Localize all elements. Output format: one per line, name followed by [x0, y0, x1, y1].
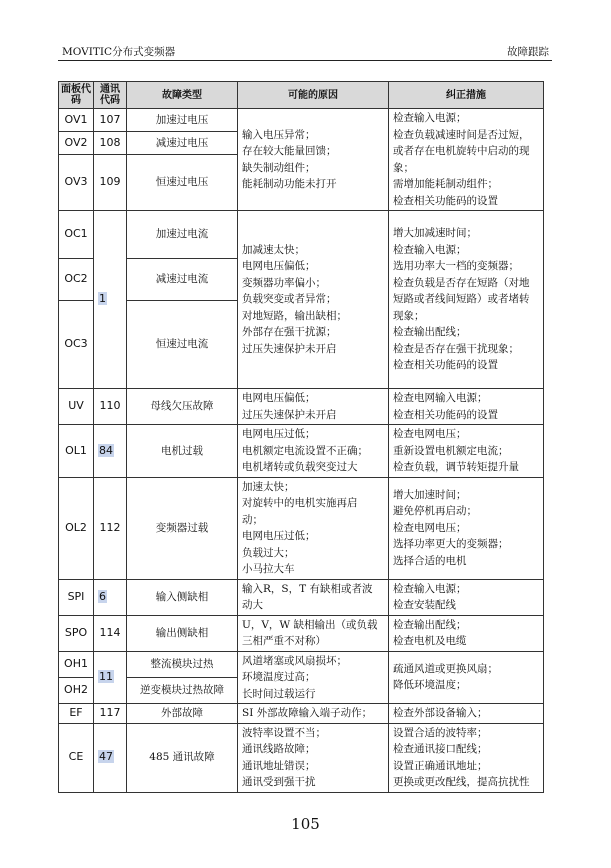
possible-cause-line: 负载突变或者异常；: [242, 293, 337, 306]
header-rule: [58, 60, 552, 61]
panel-code: EF: [59, 704, 94, 724]
possible-cause-line: 长时间过载运行: [242, 687, 316, 700]
corrective-action-line: 检查通讯接口配线；: [393, 743, 488, 755]
corrective-action-line: 检查电网输入电源；: [393, 392, 488, 404]
comm-code: 109: [94, 154, 127, 210]
fault-type: 加速过电压: [127, 109, 238, 132]
col-header-cause: 可能的原因: [238, 82, 389, 109]
corrective-action-line: 检查负载是否存在短路（对地: [393, 276, 530, 289]
possible-cause: [238, 389, 389, 425]
corrective-action-line: 检查电网电压；: [393, 521, 467, 534]
corrective-action-line: 检查输入电源；: [393, 582, 467, 595]
corrective-action-line: 检查外部设备输入；: [393, 707, 488, 719]
panel-code: SPO: [59, 615, 94, 651]
corrective-action: [389, 477, 544, 579]
fault-type: 母线欠压故障: [127, 389, 238, 425]
corrective-action: [389, 723, 544, 792]
comm-code-value: 47: [99, 750, 113, 764]
corrective-action: [389, 704, 544, 724]
col-header-code: 面板代码: [59, 82, 94, 109]
fault-type: 减速过电压: [127, 131, 238, 154]
panel-code: CE: [59, 723, 94, 792]
col-header-num: 通讯代码: [94, 82, 127, 109]
table-row: [59, 477, 544, 579]
panel-code: OL1: [59, 425, 94, 478]
corrective-action-line: 检查电网电压；: [393, 428, 467, 440]
corrective-action-line: 检查电机及电缆: [393, 635, 467, 647]
panel-code: UV: [59, 389, 94, 425]
possible-cause-line: 过压失速保护未开启: [242, 408, 337, 421]
fault-type: 外部故障: [127, 704, 238, 724]
table-row: [59, 211, 544, 259]
comm-code: 112: [94, 477, 127, 579]
comm-code: 108: [94, 131, 127, 154]
corrective-action: [389, 425, 544, 478]
corrective-action-line: 检查是否存在强干扰现象；: [393, 342, 519, 355]
section-title: 故障跟踪: [507, 46, 549, 58]
corrective-action-line: 增大加减速时间；: [393, 227, 477, 240]
possible-cause: [238, 579, 389, 615]
panel-code: OL2: [59, 477, 94, 579]
comm-code: [94, 651, 127, 704]
corrective-action-line: 选择功率更大的变频器；: [393, 538, 509, 551]
possible-cause-line: 缺失制动组件；: [242, 161, 316, 174]
possible-cause-line: 通讯受到强干扰: [242, 776, 316, 788]
possible-cause-line: 动大: [242, 599, 263, 611]
corrective-action-line: 设置合适的波特率；: [393, 726, 488, 739]
corrective-action: [389, 389, 544, 425]
comm-code: 110: [94, 389, 127, 425]
corrective-action-line: 检查负载，调节转矩提升量: [393, 461, 519, 473]
corrective-action-line: 疏通风道或更换风扇；: [393, 662, 498, 675]
comm-code: [94, 425, 127, 478]
corrective-action-line: 检查负载减速时间是否过短，: [393, 128, 530, 141]
corrective-action: [389, 651, 544, 704]
table-header-row: [59, 82, 544, 109]
possible-cause: [238, 211, 389, 389]
possible-cause-line: 对地短路，输出缺相；: [242, 309, 347, 322]
corrective-action-line: 选用功率大一档的变频器；: [393, 260, 519, 273]
possible-cause: [238, 704, 389, 724]
fault-table: [58, 81, 544, 793]
possible-cause-line: SI 外部故障输入端子动作；: [242, 707, 373, 719]
possible-cause: [238, 723, 389, 792]
possible-cause: [238, 651, 389, 704]
possible-cause: [238, 109, 389, 211]
panel-code: OV1: [59, 109, 94, 132]
panel-code: OC3: [59, 301, 94, 389]
possible-cause-line: 电网电压偏低；: [242, 392, 316, 404]
panel-code: OV2: [59, 131, 94, 154]
comm-code: [94, 211, 127, 389]
corrective-action-line: 检查输出配线；: [393, 326, 467, 339]
possible-cause-line: 小马拉大车: [242, 563, 295, 575]
fault-type: 变频器过载: [127, 477, 238, 579]
panel-code: SPI: [59, 579, 94, 615]
comm-code: [94, 723, 127, 792]
possible-cause: [238, 615, 389, 651]
corrective-action-line: 检查相关功能码的设置: [393, 408, 498, 421]
possible-cause-line: 电机额定电流设置不正确；: [242, 444, 368, 457]
corrective-action-line: 检查相关功能码的设置: [393, 359, 498, 372]
possible-cause-line: 电网电压过低；: [242, 530, 316, 542]
corrective-action-line: 检查输入电源；: [393, 112, 467, 124]
corrective-action-line: 需增加能耗制动组件；: [393, 178, 498, 190]
possible-cause-line: 风道堵塞或风扇损坏；: [242, 654, 347, 667]
possible-cause-line: 存在较大能量回馈；: [242, 145, 337, 157]
possible-cause-line: 动；: [242, 513, 263, 526]
corrective-action-line: 重新设置电机额定电流；: [393, 444, 509, 457]
fault-type: 输入侧缺相: [127, 579, 238, 615]
table-row: [59, 651, 544, 677]
page-number: 105: [291, 815, 320, 833]
table-row: [59, 579, 544, 615]
possible-cause-line: 加减速太快；: [242, 243, 305, 256]
corrective-action: [389, 579, 544, 615]
table-row: [59, 425, 544, 478]
corrective-action-line: 更换或更改配线，提高抗扰性: [393, 776, 530, 788]
fault-type: 减速过电流: [127, 259, 238, 301]
panel-code: OC1: [59, 211, 94, 259]
corrective-action: [389, 211, 544, 389]
corrective-action-line: 象；: [393, 161, 414, 174]
corrective-action-line: 降低环境温度；: [393, 679, 467, 692]
fault-type: 485 通讯故障: [127, 723, 238, 792]
possible-cause-line: 通讯地址错误；: [242, 759, 316, 772]
doc-title: MOVITIC分布式变频器: [62, 46, 176, 58]
possible-cause-line: 环境温度过高；: [242, 671, 316, 683]
panel-code: OC2: [59, 259, 94, 301]
corrective-action-line: 设置正确通讯地址；: [393, 759, 488, 772]
panel-code: OH1: [59, 651, 94, 677]
corrective-action-line: 检查输出配线；: [393, 618, 467, 631]
fault-type: 电机过载: [127, 425, 238, 478]
corrective-action-line: 避免停机再启动；: [393, 505, 477, 518]
corrective-action-line: 检查相关功能码的设置: [393, 194, 498, 207]
possible-cause-line: 电机堵转或负载突变过大: [242, 461, 358, 473]
comm-code: 114: [94, 615, 127, 651]
fault-type: 逆变模块过热故障: [127, 677, 238, 703]
fault-type: 输出侧缺相: [127, 615, 238, 651]
fault-type: 恒速过电流: [127, 301, 238, 389]
possible-cause-line: 过压失速保护未开启: [242, 342, 337, 355]
table-row: [59, 615, 544, 651]
fault-type: 恒速过电压: [127, 154, 238, 210]
fault-type: 整流模块过热: [127, 651, 238, 677]
corrective-action-line: 选择合适的电机: [393, 554, 467, 567]
table-body: [59, 109, 544, 793]
panel-code: OH2: [59, 677, 94, 703]
possible-cause-line: 输入R，S，T 有缺相或者波: [242, 582, 373, 595]
possible-cause-line: 输入电压异常；: [242, 128, 316, 141]
comm-code-value: 1: [99, 292, 106, 306]
comm-code: 107: [94, 109, 127, 132]
possible-cause-line: 加速太快；: [242, 480, 295, 493]
possible-cause-line: 电网电压过低；: [242, 428, 316, 440]
corrective-action-line: 现象；: [393, 309, 425, 322]
corrective-action-line: 短路或者线间短路）或者堵转: [393, 293, 530, 306]
corrective-action-line: 检查输入电源；: [393, 243, 467, 256]
col-header-type: 故障类型: [127, 82, 238, 109]
corrective-action-line: 或者存在电机旋转中启动的现: [393, 145, 530, 157]
possible-cause-line: 三相严重不对称）: [242, 635, 326, 647]
table-row: [59, 389, 544, 425]
possible-cause: [238, 425, 389, 478]
possible-cause-line: U，V，W 缺相输出（或负载: [242, 618, 378, 631]
possible-cause-line: 波特率设置不当；: [242, 726, 326, 739]
corrective-action: [389, 109, 544, 211]
possible-cause-line: 能耗制动功能未打开: [242, 178, 337, 190]
comm-code: 117: [94, 704, 127, 724]
corrective-action-line: 增大加速时间；: [393, 488, 467, 501]
possible-cause-line: 对旋转中的电机实施再启: [242, 497, 358, 509]
possible-cause-line: 通讯线路故障；: [242, 743, 316, 755]
table-row: [59, 109, 544, 132]
comm-code-value: 84: [99, 443, 113, 457]
panel-code: OV3: [59, 154, 94, 210]
table-row: [59, 704, 544, 724]
possible-cause-line: 电网电压偏低；: [242, 260, 316, 273]
comm-code-value: 11: [99, 670, 113, 683]
possible-cause-line: 负载过大；: [242, 546, 295, 559]
possible-cause: [238, 477, 389, 579]
possible-cause-line: 变频器功率偏小；: [242, 276, 326, 289]
corrective-action-line: 检查安装配线: [393, 599, 456, 611]
comm-code: [94, 579, 127, 615]
corrective-action: [389, 615, 544, 651]
fault-type: 加速过电流: [127, 211, 238, 259]
col-header-fix: 纠正措施: [389, 82, 544, 109]
possible-cause-line: 外部存在强干扰源；: [242, 326, 337, 339]
comm-code-value: 6: [99, 589, 106, 603]
table-row: [59, 723, 544, 792]
